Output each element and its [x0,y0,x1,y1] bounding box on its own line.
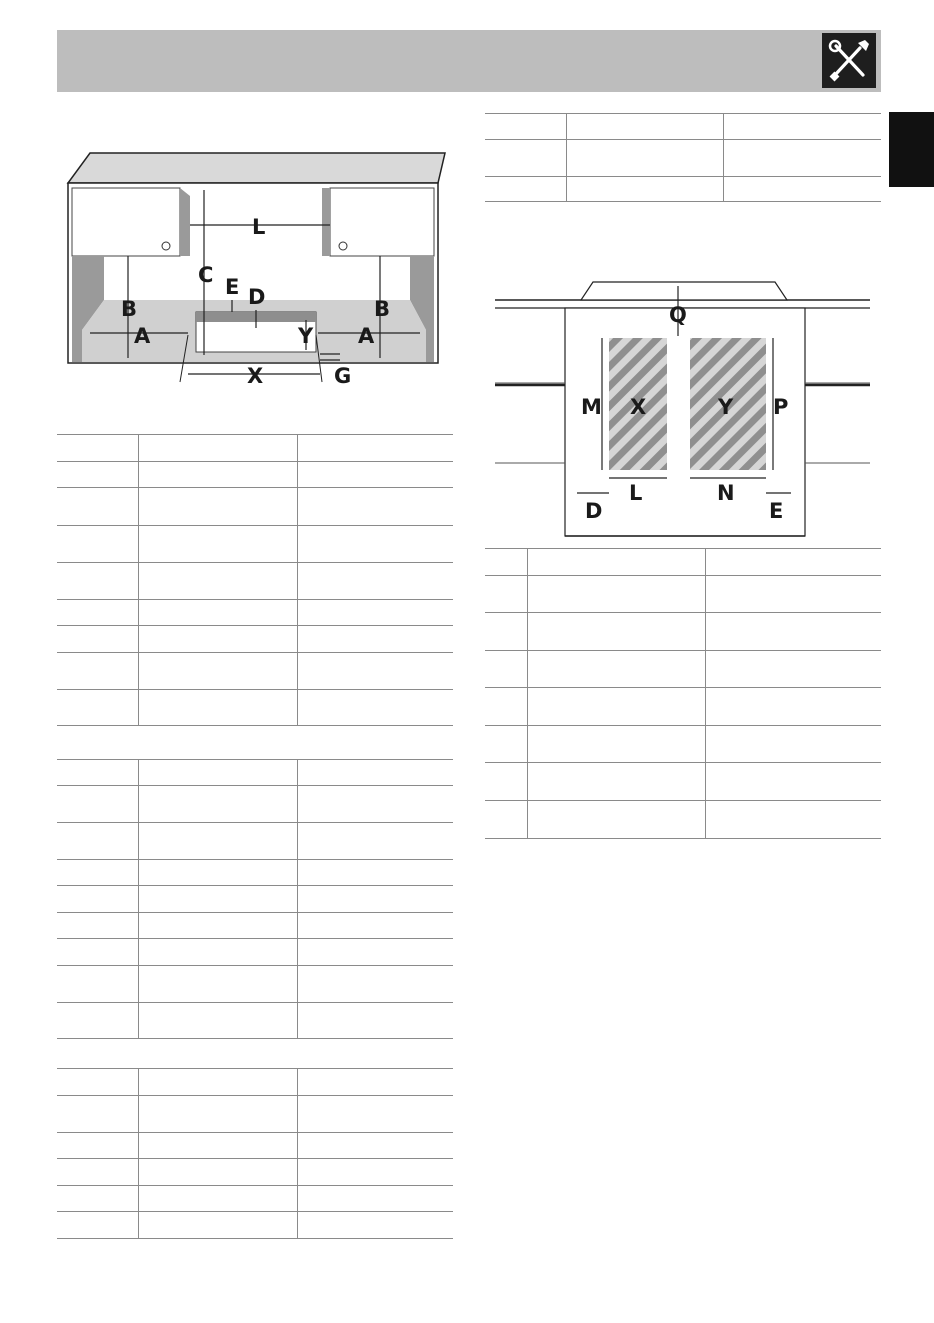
label-l: L [629,481,643,505]
label-b-right: B [374,297,391,321]
label-e: E [769,499,784,523]
label-m: M [581,395,602,419]
header-bar [57,30,881,92]
label-a-left: A [134,324,151,348]
tools-icon [822,33,876,88]
spec-table-right-top [485,113,881,202]
label-x: X [630,395,647,419]
label-e: E [225,275,240,299]
label-a-right: A [358,324,375,348]
label-c: C [198,263,214,287]
cabinet-diagram [60,150,460,390]
spec-table-right-bottom [485,548,881,839]
label-n: N [717,481,735,505]
worktop-diagram [495,278,875,540]
label-y: Y [298,324,314,348]
spec-table-left [57,434,453,1239]
language-tab[interactable] [889,112,934,187]
label-p: P [773,395,789,419]
label-d: D [585,499,603,523]
label-g: G [334,364,352,388]
label-l: L [252,215,266,239]
label-y: Y [718,395,734,419]
label-x: X [247,364,264,388]
label-d: D [248,285,266,309]
label-q: Q [669,303,687,327]
label-b-left: B [121,297,138,321]
